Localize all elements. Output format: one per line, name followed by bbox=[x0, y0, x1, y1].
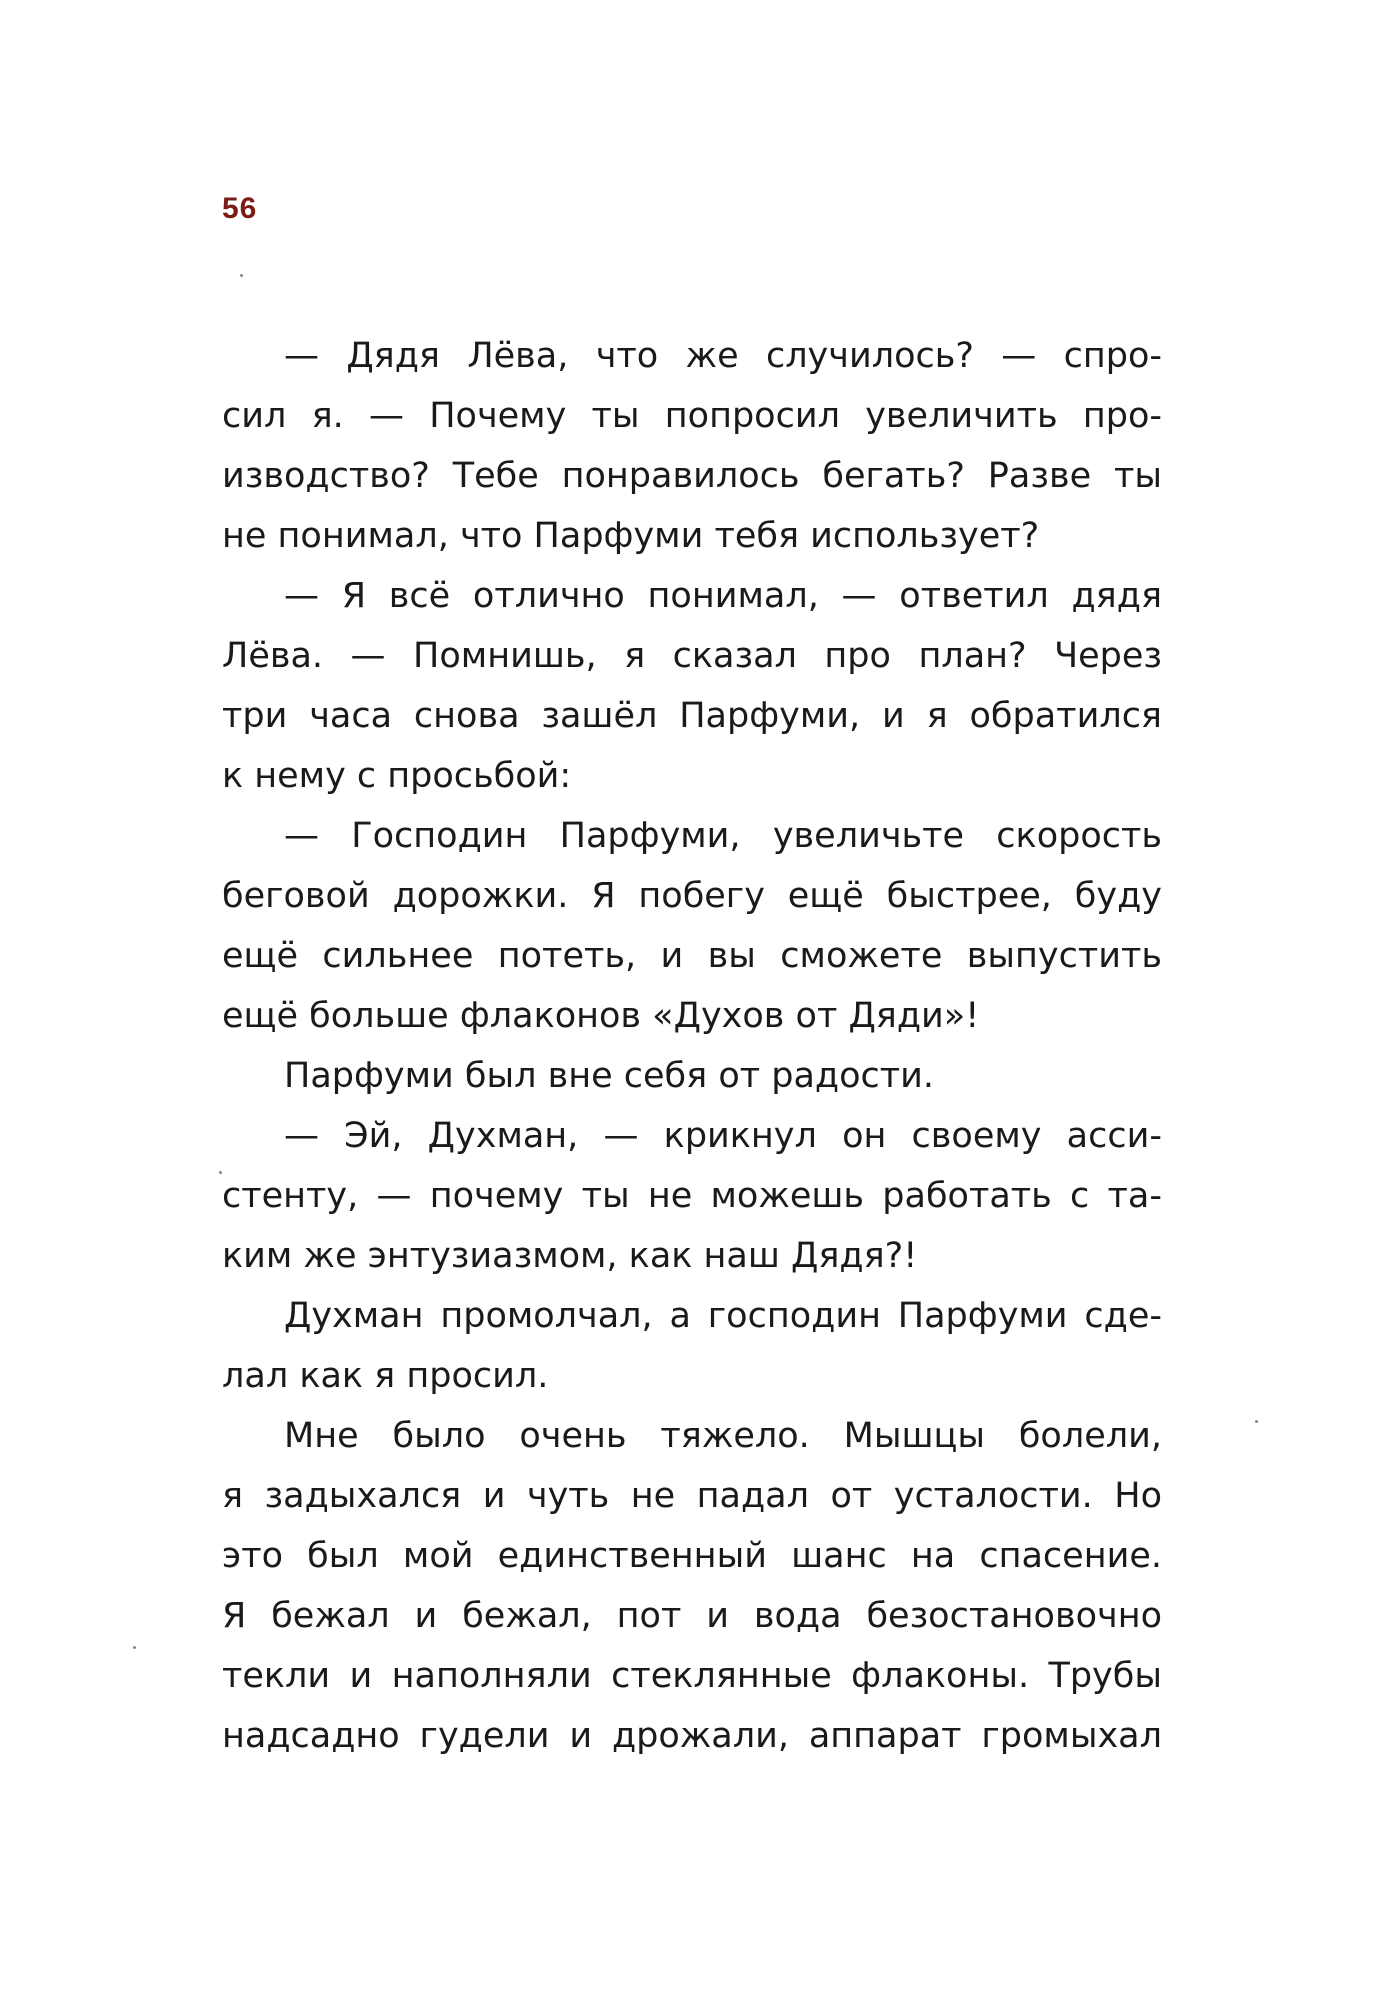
scan-speck bbox=[240, 274, 243, 277]
text-line: не понимал, что Парфуми тебя использует? bbox=[222, 516, 1040, 556]
text-line: три часа снова зашёл Парфуми, и я обратился bbox=[222, 696, 1162, 736]
text-line: надсадно гудели и дрожали, аппарат громыхал bbox=[222, 1716, 1162, 1756]
page-number: 56 bbox=[222, 192, 258, 225]
scan-speck bbox=[133, 1646, 136, 1649]
text-line: лал как я просил. bbox=[222, 1356, 549, 1396]
text-line: Лёва. — Помнишь, я сказал про план? Через bbox=[222, 636, 1162, 676]
text-line: Мне было очень тяжело. Мышцы болели, bbox=[284, 1416, 1162, 1456]
text-line: изводство? Тебе понравилось бегать? Разве ты bbox=[222, 456, 1162, 496]
text-line: беговой дорожки. Я побегу ещё быстрее, буду bbox=[222, 876, 1162, 916]
text-line: стенту, — почему ты не можешь работать с та- bbox=[222, 1176, 1162, 1216]
text-line: ещё больше флаконов «Духов от Дяди»! bbox=[222, 996, 980, 1036]
text-line: это был мой единственный шанс на спасение. bbox=[222, 1536, 1162, 1576]
text-line: Я бежал и бежал, пот и вода безостановочно bbox=[222, 1596, 1162, 1636]
text-line: ещё сильнее потеть, и вы сможете выпустить bbox=[222, 936, 1162, 976]
text-line: — Дядя Лёва, что же случилось? — спро- bbox=[284, 336, 1162, 376]
body-text bbox=[222, 326, 1162, 1766]
text-line: текли и наполняли стеклянные флаконы. Трубы bbox=[222, 1656, 1162, 1696]
text-line: я задыхался и чуть не падал от усталости. Но bbox=[222, 1476, 1162, 1516]
text-line: — Господин Парфуми, увеличьте скорость bbox=[284, 816, 1162, 856]
text-line: сил я. — Почему ты попросил увеличить про- bbox=[222, 396, 1162, 436]
text-line: ким же энтузиазмом, как наш Дядя?! bbox=[222, 1236, 918, 1276]
scan-speck bbox=[1255, 1420, 1258, 1423]
text-line: — Эй, Духман, — крикнул он своему асси- bbox=[284, 1116, 1162, 1156]
scan-speck bbox=[219, 1171, 222, 1174]
text-line: к нему с просьбой: bbox=[222, 756, 572, 796]
text-line: — Я всё отлично понимал, — ответил дядя bbox=[284, 576, 1162, 616]
text-line: Духман промолчал, а господин Парфуми сде- bbox=[284, 1296, 1162, 1336]
text-line: Парфуми был вне себя от радости. bbox=[284, 1056, 935, 1096]
